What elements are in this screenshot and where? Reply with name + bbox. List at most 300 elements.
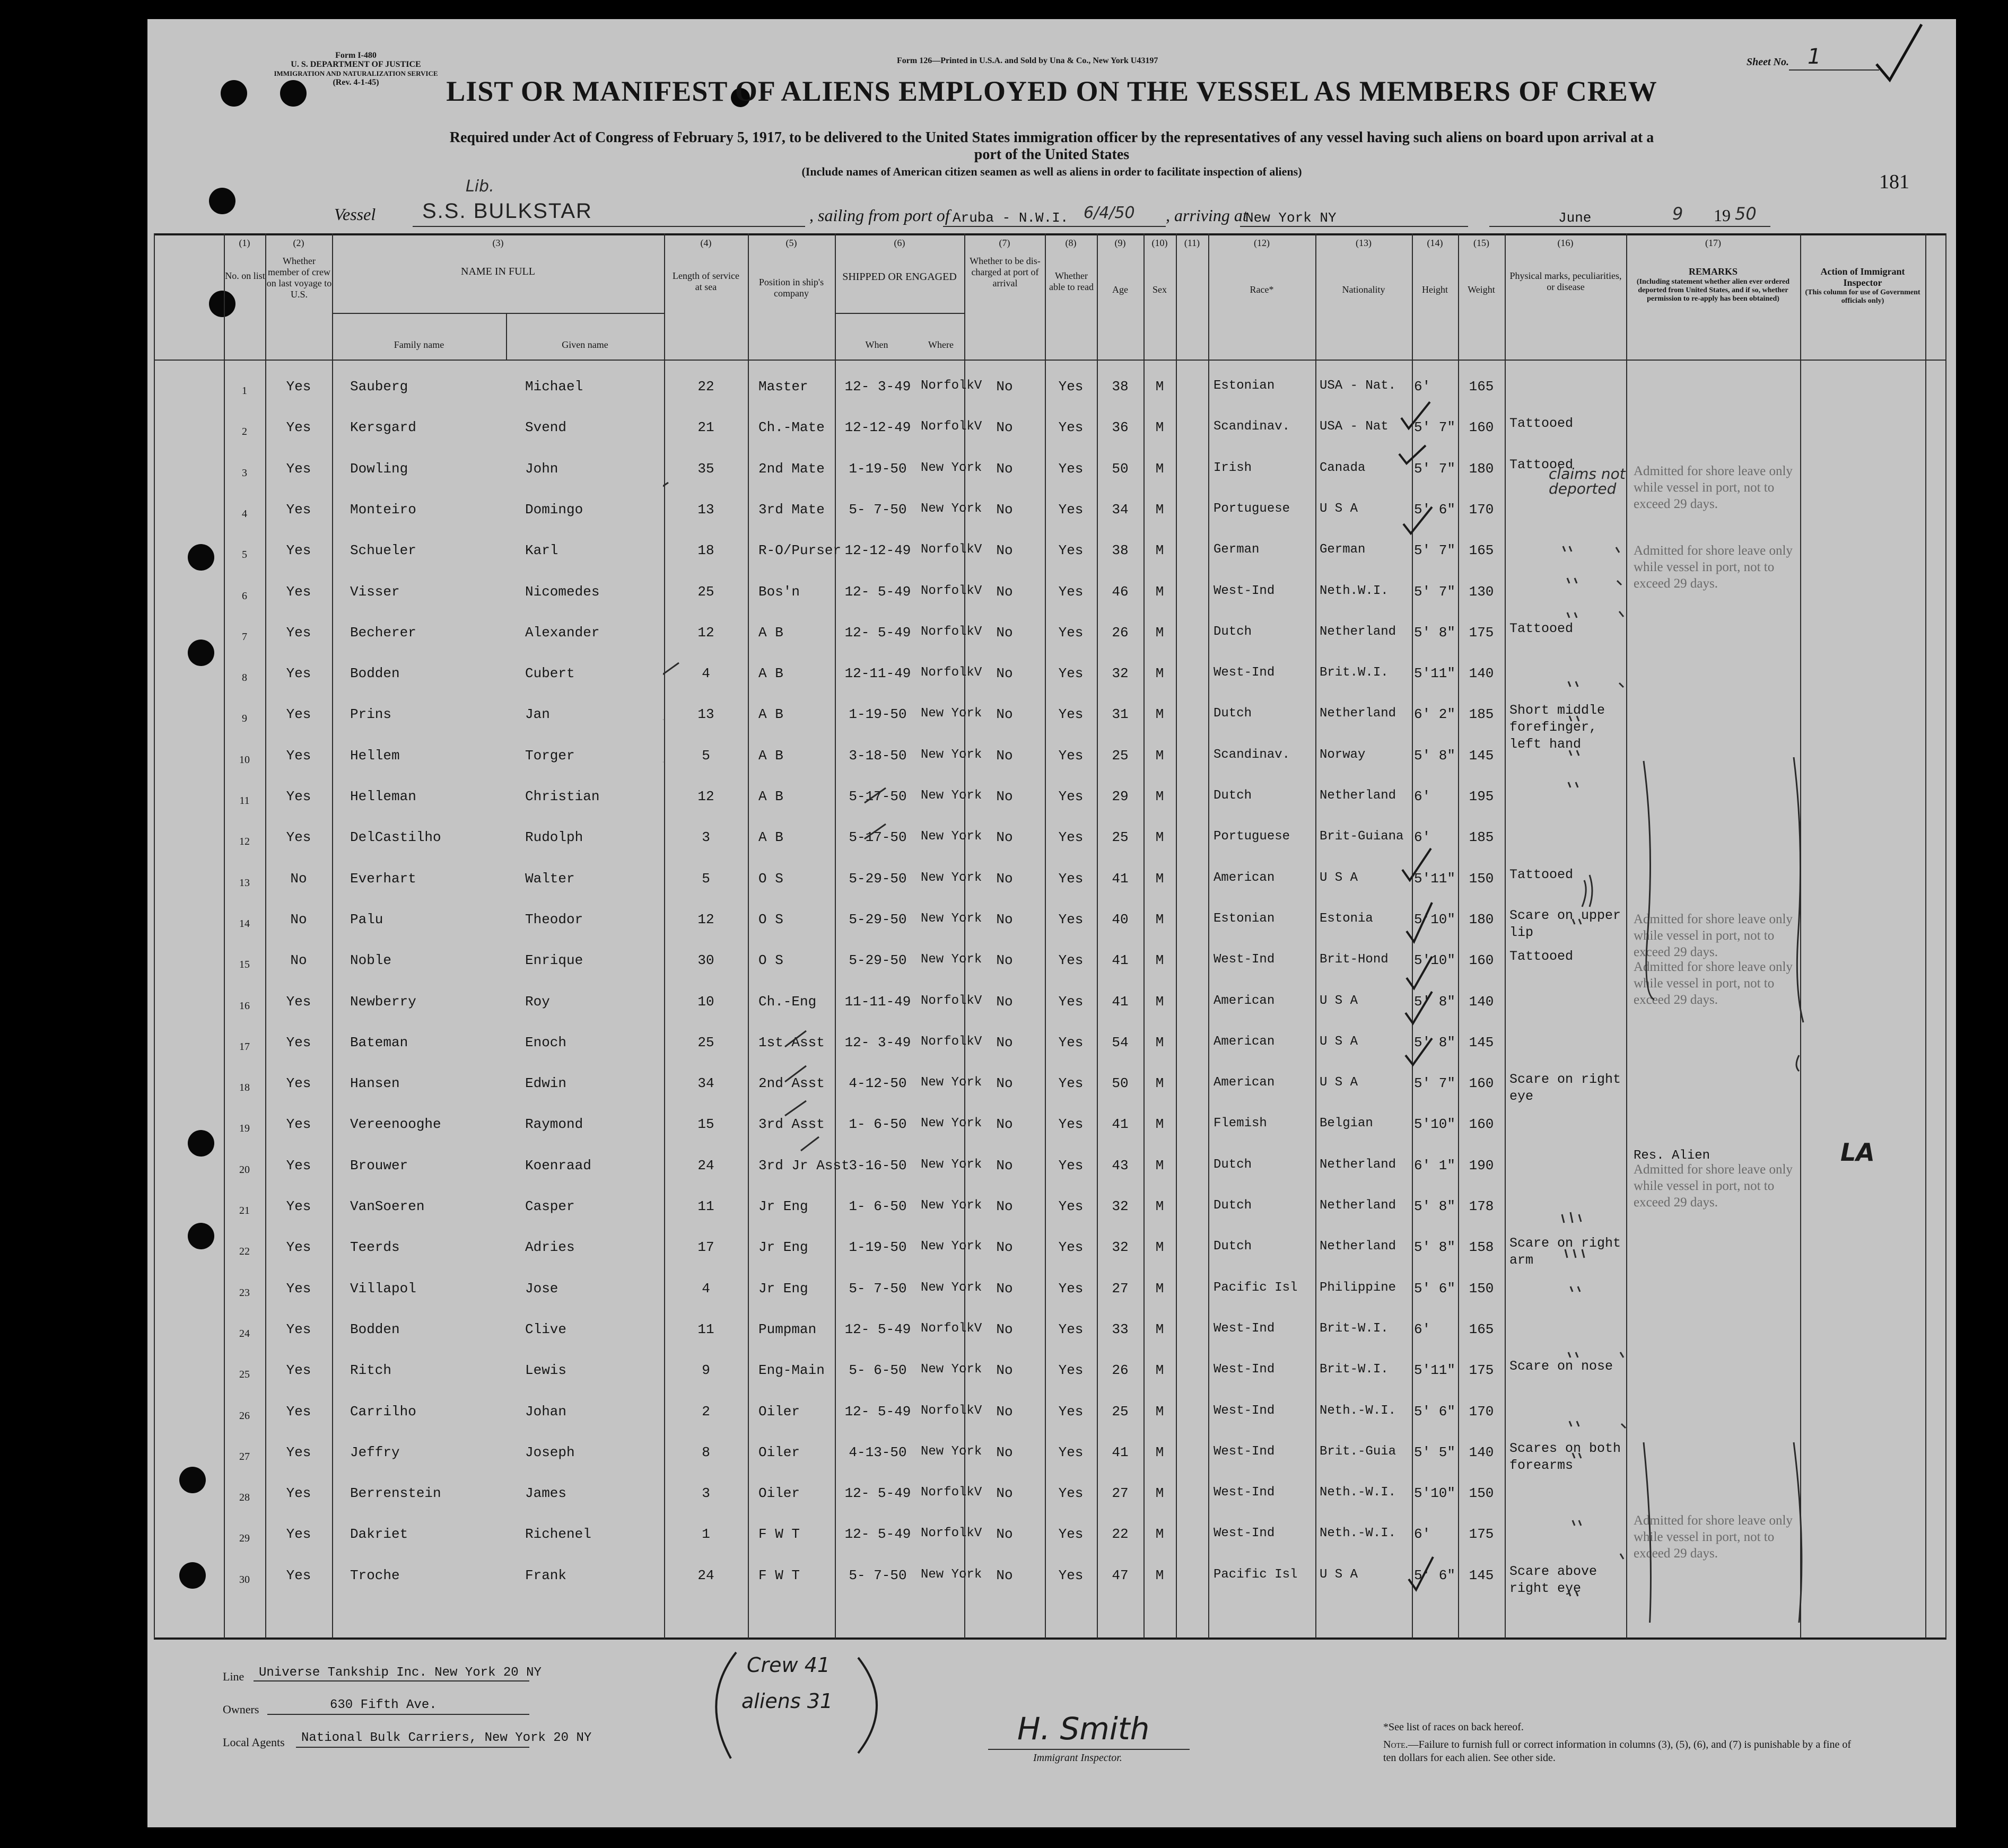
cell-family: Sauberg xyxy=(350,379,408,395)
cell-where: NorfolkV xyxy=(921,624,982,639)
cell-family: Vereenooghe xyxy=(350,1116,441,1133)
cell-where: New York xyxy=(921,1362,982,1377)
manifest-sheet xyxy=(147,19,1956,1827)
penalty-note xyxy=(1383,1738,1861,1765)
cell-when: 12- 5-49 xyxy=(844,1526,911,1543)
header-weight: Weight xyxy=(1468,284,1495,295)
cell-disch: No xyxy=(996,624,1013,641)
cell-race: Estonian xyxy=(1213,911,1275,926)
cell-when: 12- 3-49 xyxy=(844,379,911,395)
cell-when: 3-16-50 xyxy=(849,1157,907,1173)
cell-when: 5- 6-50 xyxy=(849,1362,907,1379)
cell-no: 28 xyxy=(239,1492,250,1504)
cell-where: NorfolkV xyxy=(921,1485,982,1500)
cell-given: John xyxy=(525,460,558,477)
cell-when: 1-19-50 xyxy=(849,706,907,723)
cell-family: VanSoeren xyxy=(350,1198,425,1214)
header-no-on-list: No. on list xyxy=(225,270,265,281)
cell-service: 10 xyxy=(697,993,714,1010)
cell-when: 12-12-49 xyxy=(844,419,911,436)
cell-position: Ch.-Mate xyxy=(758,419,825,436)
cell-given: Koenraad xyxy=(525,1157,591,1173)
cell-prev: Yes xyxy=(286,379,311,395)
cell-disch: No xyxy=(996,1526,1013,1543)
cell-weight: 145 xyxy=(1469,1034,1494,1050)
cell-prev: Yes xyxy=(286,419,311,436)
cell-where: New York xyxy=(921,747,982,762)
cell-when: 11-11-49 xyxy=(844,993,911,1010)
cell-given: Rudolph xyxy=(525,829,583,846)
cell-position: Master xyxy=(758,379,808,395)
printer-line: Form 126—Printed in U.S.A. and Sold by Una & Co., New York U43197 xyxy=(897,56,1158,65)
cell-family: Prins xyxy=(350,706,392,723)
cell-given: Enoch xyxy=(525,1034,567,1050)
line-label: Line xyxy=(223,1670,245,1683)
remark-shore-leave: Admitted for shore leave only while vessel in port, not to exceed 29 days. xyxy=(1634,544,1793,591)
cell-no: 26 xyxy=(239,1409,250,1422)
cell-race: West-Ind xyxy=(1213,1362,1275,1377)
cell-race: German xyxy=(1213,542,1260,557)
remark-shore-leave: Admitted for shore leave only while vessel in port, not to exceed 29 days. xyxy=(1634,1162,1793,1210)
cell-sex: M xyxy=(1155,1567,1164,1583)
cell-read: Yes xyxy=(1058,1198,1084,1214)
cell-weight: 175 xyxy=(1469,1362,1494,1379)
cell-when: 1-19-50 xyxy=(849,1239,907,1256)
cell-read: Yes xyxy=(1058,911,1084,927)
cell-prev: No xyxy=(290,952,307,969)
cell-where: NorfolkV xyxy=(921,583,982,598)
cell-family: Hellem xyxy=(350,747,400,764)
cell-prev: Yes xyxy=(286,1198,311,1214)
cell-race: American xyxy=(1213,870,1275,885)
cell-height: 6' xyxy=(1414,789,1431,804)
cell-where: New York xyxy=(921,706,982,721)
cell-no: 5 xyxy=(242,549,247,561)
cell-race: Dutch xyxy=(1213,706,1252,721)
races-note: *See list of races on back hereof. xyxy=(1383,1721,1524,1733)
cell-weight: 190 xyxy=(1469,1157,1494,1173)
cell-age: 25 xyxy=(1112,747,1129,764)
cell-nat: Netherland xyxy=(1320,706,1396,721)
cell-age: 41 xyxy=(1112,952,1129,969)
cell-position: 3rd Mate xyxy=(758,501,825,518)
col-num: (1) xyxy=(239,238,250,248)
cell-position: 3rd Asst xyxy=(758,1116,825,1133)
cell-service: 30 xyxy=(697,952,714,969)
cell-family: Bodden xyxy=(350,665,400,682)
cell-sex: M xyxy=(1155,870,1164,887)
cell-height: 5' 7" xyxy=(1414,583,1456,600)
cell-service: 4 xyxy=(702,1280,710,1297)
cell-given: Christian xyxy=(525,789,600,804)
cell-race: Pacific Isl xyxy=(1213,1280,1298,1295)
cell-service: 3 xyxy=(702,1485,710,1502)
cell-where: New York xyxy=(921,1280,982,1295)
cell-read: Yes xyxy=(1058,460,1084,477)
cell-weight: 170 xyxy=(1469,1403,1494,1420)
cell-where: NorfolkV xyxy=(921,665,982,680)
cell-age: 40 xyxy=(1112,911,1129,927)
name-subheader-line xyxy=(332,313,664,314)
cell-where: New York xyxy=(921,1198,982,1213)
cell-height: 5' 7" xyxy=(1414,542,1456,559)
cell-prev: Yes xyxy=(286,1362,311,1379)
cell-race: West-Ind xyxy=(1213,1403,1275,1418)
cell-weight: 185 xyxy=(1469,706,1494,723)
cell-given: Cubert xyxy=(525,665,575,682)
cell-age: 43 xyxy=(1112,1157,1129,1173)
cell-service: 22 xyxy=(697,379,714,395)
cell-read: Yes xyxy=(1058,747,1084,764)
revision: (Rev. 4-1-45) xyxy=(333,78,379,87)
cell-age: 26 xyxy=(1112,624,1129,641)
cell-nat: Brit-Guiana xyxy=(1320,829,1404,844)
cell-when: 12- 3-49 xyxy=(844,1034,911,1050)
cell-prev: Yes xyxy=(286,1485,311,1502)
cell-read: Yes xyxy=(1058,1075,1084,1092)
cell-family: Berrenstein xyxy=(350,1485,441,1502)
header-inspector-action: Action of Immigrant Inspector xyxy=(1820,266,1905,288)
cell-sex: M xyxy=(1155,1526,1164,1543)
cell-height: 5' 6" xyxy=(1414,1567,1456,1583)
cell-height: 5' 8" xyxy=(1414,1239,1456,1256)
cell-no: 8 xyxy=(242,672,247,684)
arrival-underline xyxy=(1240,226,1468,227)
col-border xyxy=(506,314,507,360)
cell-given: Jose xyxy=(525,1280,558,1297)
cell-age: 25 xyxy=(1112,829,1129,846)
vessel-label: Vessel xyxy=(334,205,376,224)
arrival-year: 50 xyxy=(1735,204,1757,224)
cell-weight: 145 xyxy=(1469,1567,1494,1583)
cell-disch: No xyxy=(996,542,1013,559)
cell-read: Yes xyxy=(1058,1321,1084,1337)
cell-where: NorfolkV xyxy=(921,1034,982,1049)
cell-height: 5' 8" xyxy=(1414,1198,1456,1214)
cell-marks: Scares on both forearms xyxy=(1509,1440,1621,1473)
table-top-border xyxy=(154,233,1946,235)
cell-weight: 180 xyxy=(1469,911,1494,927)
cell-height: 5' 8" xyxy=(1414,993,1456,1010)
cell-nat: Brit.W.I. xyxy=(1320,665,1389,680)
cell-weight: 195 xyxy=(1469,789,1494,804)
cell-no: 22 xyxy=(239,1246,250,1258)
cell-weight: 140 xyxy=(1469,993,1494,1010)
page-title: LIST OR MANIFEST OF ALIENS EMPLOYED ON THE VESSEL AS MEMBERS OF CREW xyxy=(446,75,1657,107)
cell-given: Walter xyxy=(525,870,575,887)
cell-disch: No xyxy=(996,1034,1013,1050)
cell-disch: No xyxy=(996,1485,1013,1502)
cell-weight: 150 xyxy=(1469,1485,1494,1502)
cell-sex: M xyxy=(1155,583,1164,600)
cell-family: Monteiro xyxy=(350,501,416,518)
cell-marks: Scare above right eye xyxy=(1509,1563,1597,1596)
cell-age: 31 xyxy=(1112,706,1129,723)
cell-age: 41 xyxy=(1112,993,1129,1010)
cell-weight: 145 xyxy=(1469,747,1494,764)
cell-no: 14 xyxy=(239,917,250,930)
cell-height: 5'11" xyxy=(1414,665,1456,682)
cell-position: Jr Eng xyxy=(758,1239,808,1256)
cell-marks: Tattooed xyxy=(1509,416,1574,432)
cell-service: 25 xyxy=(697,1034,714,1050)
cell-weight: 165 xyxy=(1469,542,1494,559)
col-num: (9) xyxy=(1114,238,1126,248)
cell-when: 5- 7-50 xyxy=(849,1567,907,1583)
cell-service: 5 xyxy=(702,747,710,764)
cell-height: 5' 7" xyxy=(1414,460,1456,477)
remark-shore-leave: Admitted for shore leave only while vessel in port, not to exceed 29 days. xyxy=(1634,912,1793,959)
cell-disch: No xyxy=(996,1239,1013,1256)
cell-position: 1st Asst xyxy=(758,1034,825,1050)
cell-where: New York xyxy=(921,952,982,967)
cell-family: Villapol xyxy=(350,1280,416,1297)
cell-nat: U S A xyxy=(1320,1034,1358,1049)
cell-disch: No xyxy=(996,1157,1013,1173)
cell-no: 15 xyxy=(239,959,250,971)
cell-sex: M xyxy=(1155,1485,1164,1502)
cell-weight: 165 xyxy=(1469,379,1494,395)
cell-sex: M xyxy=(1155,706,1164,723)
cell-when: 5-29-50 xyxy=(849,911,907,927)
cell-weight: 180 xyxy=(1469,460,1494,477)
cell-height: 6' xyxy=(1414,379,1431,395)
cell-nat: U S A xyxy=(1320,1075,1358,1090)
cell-nat: Canada xyxy=(1320,460,1366,475)
cell-marks: Short middle forefinger, left hand xyxy=(1509,703,1605,752)
table-row xyxy=(154,400,1946,437)
cell-height: 5'10" xyxy=(1414,911,1456,927)
cell-height: 5' 8" xyxy=(1414,1034,1456,1050)
cell-age: 41 xyxy=(1112,1444,1129,1460)
height-check-marks xyxy=(1374,392,1501,1633)
cell-height: 5'11" xyxy=(1414,870,1456,887)
header-sex: Sex xyxy=(1153,284,1167,295)
cell-given: Jan xyxy=(525,706,550,723)
cell-race: Dutch xyxy=(1213,1239,1252,1254)
cell-disch: No xyxy=(996,583,1013,600)
cell-service: 17 xyxy=(697,1239,714,1256)
cell-nat: German xyxy=(1320,542,1366,557)
cell-sex: M xyxy=(1155,1280,1164,1297)
cell-sex: M xyxy=(1155,1034,1164,1050)
cell-read: Yes xyxy=(1058,1403,1084,1420)
cell-prev: Yes xyxy=(286,583,311,600)
cell-race: Flemish xyxy=(1213,1116,1267,1131)
cell-when: 12-12-49 xyxy=(844,542,911,559)
cell-nat: Brit-W.I. xyxy=(1320,1362,1389,1377)
cell-race: Scandinav. xyxy=(1213,419,1290,434)
cell-given: Frank xyxy=(525,1567,567,1583)
cell-service: 35 xyxy=(697,460,714,477)
cell-sex: M xyxy=(1155,747,1164,764)
cell-read: Yes xyxy=(1058,1567,1084,1583)
cell-family: DelCastilho xyxy=(350,829,441,846)
cell-sex: M xyxy=(1155,911,1164,927)
cell-no: 29 xyxy=(239,1532,250,1545)
cell-given: Richenel xyxy=(525,1526,591,1543)
cell-age: 26 xyxy=(1112,1362,1129,1379)
cell-where: NorfolkV xyxy=(921,1403,982,1418)
cell-age: 27 xyxy=(1112,1280,1129,1297)
cell-prev: Yes xyxy=(286,501,311,518)
cell-read: Yes xyxy=(1058,1116,1084,1133)
cell-prev: Yes xyxy=(286,1567,311,1583)
cell-disch: No xyxy=(996,1280,1013,1297)
cell-marks: Scare on upper lip xyxy=(1509,907,1621,940)
header-shipped-or-engaged: SHIPPED OR ENGAGED xyxy=(842,271,957,283)
cell-when: 12- 5-49 xyxy=(844,1485,911,1502)
col-num: (17) xyxy=(1705,238,1721,248)
cell-nat: U S A xyxy=(1320,993,1358,1008)
cell-position: Ch.-Eng xyxy=(758,993,817,1010)
cell-position: A B xyxy=(758,789,783,804)
cell-marks: Scare on right arm xyxy=(1509,1236,1621,1268)
cell-weight: 140 xyxy=(1469,665,1494,682)
cell-where: NorfolkV xyxy=(921,1526,982,1541)
header-shipped-when: When xyxy=(865,339,888,350)
cell-height: 5'10" xyxy=(1414,952,1456,969)
cell-when: 4-13-50 xyxy=(849,1444,907,1460)
cell-prev: Yes xyxy=(286,1321,311,1337)
cell-where: New York xyxy=(921,829,982,844)
cell-given: Johan xyxy=(525,1403,567,1420)
cell-no: 3 xyxy=(242,467,247,479)
cell-family: Dakriet xyxy=(350,1526,408,1543)
cell-prev: Yes xyxy=(286,1280,311,1297)
cell-where: New York xyxy=(921,1075,982,1090)
cell-race: Irish xyxy=(1213,460,1252,475)
sailing-date: 6/4/50 xyxy=(1084,204,1135,222)
cell-position: A B xyxy=(758,665,783,682)
cell-given: James xyxy=(525,1485,567,1502)
cell-no: 1 xyxy=(242,385,247,397)
cell-race: West-Ind xyxy=(1213,1444,1275,1459)
cell-when: 3-18-50 xyxy=(849,747,907,764)
cell-given: Alexander xyxy=(525,624,600,641)
cell-age: 54 xyxy=(1112,1034,1129,1050)
cell-when: 12- 5-49 xyxy=(844,583,911,600)
cell-family: Bodden xyxy=(350,1321,400,1337)
cell-weight: 175 xyxy=(1469,624,1494,641)
cell-given: Enrique xyxy=(525,952,583,969)
cell-nat: USA - Nat. xyxy=(1320,379,1396,393)
arrival-port: New York NY xyxy=(1245,210,1337,226)
cell-height: 6' 1" xyxy=(1414,1157,1456,1173)
cell-race: American xyxy=(1213,993,1275,1008)
cell-age: 38 xyxy=(1112,379,1129,395)
cell-where: NorfolkV xyxy=(921,542,982,557)
cell-sex: M xyxy=(1155,379,1164,395)
inspector-signature: H. Smith xyxy=(1017,1711,1150,1747)
cell-when: 5-29-50 xyxy=(849,952,907,969)
col-num: (16) xyxy=(1557,238,1574,248)
cell-nat: Netherland xyxy=(1320,1157,1396,1172)
cell-family: Schueler xyxy=(350,542,416,559)
cell-prev: No xyxy=(290,911,307,927)
date-underline xyxy=(1489,226,1770,227)
cell-read: Yes xyxy=(1058,419,1084,436)
cell-disch: No xyxy=(996,911,1013,927)
sheet-label: Sheet No. xyxy=(1747,56,1789,68)
cell-sex: M xyxy=(1155,419,1164,436)
cell-service: 18 xyxy=(697,542,714,559)
cell-sex: M xyxy=(1155,1157,1164,1173)
header-given-name: Given name xyxy=(562,339,608,350)
cell-where: New York xyxy=(921,870,982,885)
cell-family: Dowling xyxy=(350,460,408,477)
cell-prev: Yes xyxy=(286,624,311,641)
cell-prev: Yes xyxy=(286,706,311,723)
cell-disch: No xyxy=(996,870,1013,887)
header-discharged: Whether to be dis-charged at port of arrival xyxy=(970,256,1041,288)
cell-no: 25 xyxy=(239,1369,250,1381)
cell-marks: Tattooed xyxy=(1509,949,1574,965)
cell-prev: Yes xyxy=(286,460,311,477)
cell-position: 2nd Asst xyxy=(758,1075,825,1092)
cell-disch: No xyxy=(996,501,1013,518)
cell-service: 2 xyxy=(702,1403,710,1420)
cell-position: Oiler xyxy=(758,1444,800,1460)
cell-family: Palu xyxy=(350,911,383,927)
cell-age: 47 xyxy=(1112,1567,1129,1583)
cell-height: 5'10" xyxy=(1414,1116,1456,1133)
cell-weight: 150 xyxy=(1469,870,1494,887)
name-check-marks xyxy=(663,467,907,1591)
cell-race: Dutch xyxy=(1213,1198,1252,1213)
cell-disch: No xyxy=(996,1075,1013,1092)
col-num: (7) xyxy=(999,238,1010,248)
cell-prev: Yes xyxy=(286,1034,311,1050)
cell-weight: 185 xyxy=(1469,829,1494,846)
cell-no: 16 xyxy=(239,1000,250,1012)
cell-race: Portuguese xyxy=(1213,829,1290,844)
cell-when: 12- 5-49 xyxy=(844,624,911,641)
cell-prev: No xyxy=(290,870,307,887)
cell-nat: U S A xyxy=(1320,870,1358,885)
col-num: (8) xyxy=(1065,238,1077,248)
ditto-marks xyxy=(1505,509,1929,1623)
cell-service: 1 xyxy=(702,1526,710,1543)
cell-given: Svend xyxy=(525,419,567,436)
cell-no: 7 xyxy=(242,630,247,643)
cell-disch: No xyxy=(996,789,1013,804)
cell-service: 11 xyxy=(697,1198,714,1214)
cell-age: 29 xyxy=(1112,789,1129,804)
cell-race: West-Ind xyxy=(1213,952,1275,967)
cell-no: 30 xyxy=(239,1573,250,1586)
port-underline xyxy=(943,226,1166,227)
note-text: —Failure to furnish full or correct information in columns (3), (5), (6), and (7) is punishable by a fine of ten dollars for each alien. See other side. xyxy=(1383,1739,1852,1764)
cell-race: American xyxy=(1213,1075,1275,1090)
cell-position: Pumpman xyxy=(758,1321,817,1337)
cell-given: Michael xyxy=(525,379,583,395)
cell-race: Estonian xyxy=(1213,379,1275,393)
cell-race: West-Ind xyxy=(1213,583,1275,598)
cell-given: Joseph xyxy=(525,1444,575,1460)
cell-service: 8 xyxy=(702,1444,710,1460)
cell-service: 15 xyxy=(697,1116,714,1133)
cell-family: Newberry xyxy=(350,993,416,1010)
cell-read: Yes xyxy=(1058,952,1084,969)
cell-weight: 130 xyxy=(1469,583,1494,600)
cell-when: 5- 7-50 xyxy=(849,1280,907,1297)
col-num: (14) xyxy=(1427,238,1443,248)
cell-sex: M xyxy=(1155,460,1164,477)
subtitle-line-3: (Include names of American citizen seamen as well as aliens in order to facilitate inspection of aliens) xyxy=(801,165,1302,178)
cell-where: NorfolkV xyxy=(921,1321,982,1336)
header-age: Age xyxy=(1112,284,1128,295)
